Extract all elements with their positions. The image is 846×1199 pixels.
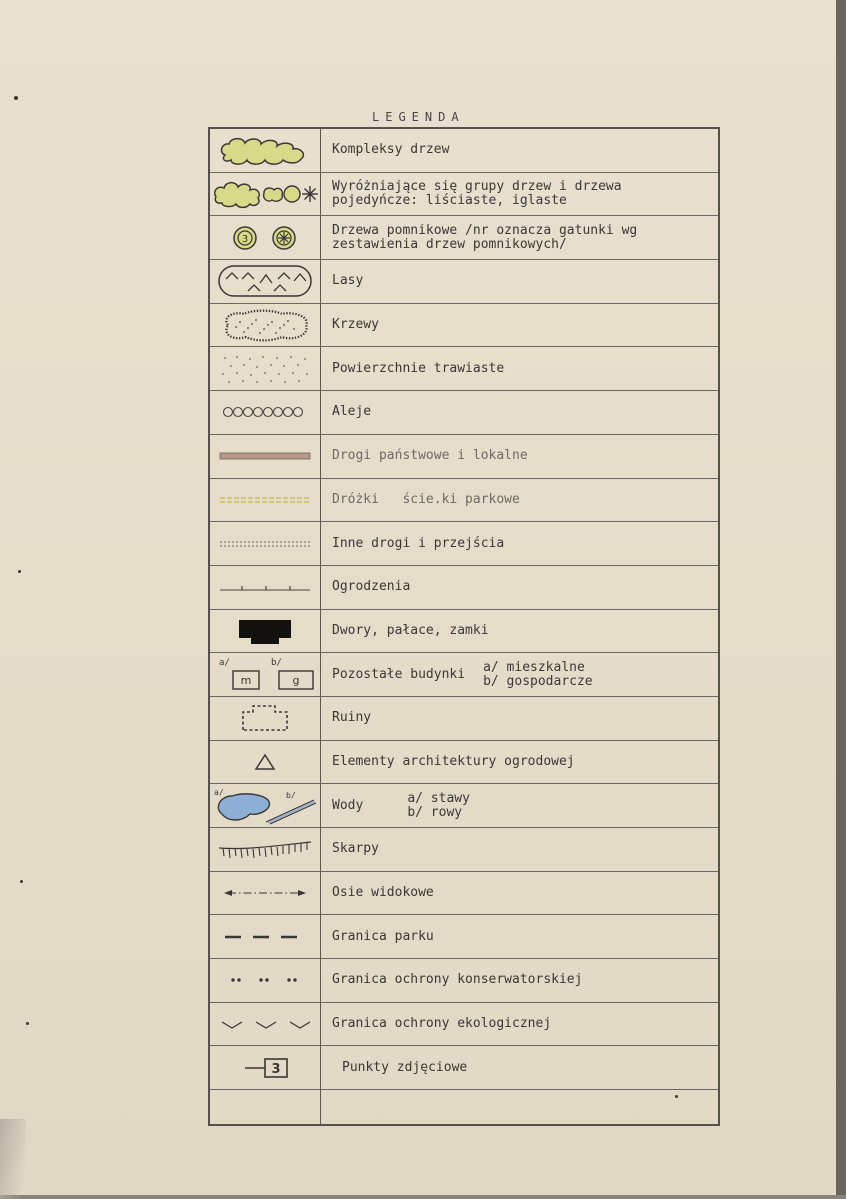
row-line: Drogi państwowe i lokalne bbox=[332, 448, 528, 464]
legend-row bbox=[210, 260, 718, 304]
speck bbox=[14, 96, 18, 100]
speck bbox=[18, 570, 21, 573]
legend-title: LEGENDA bbox=[372, 110, 465, 124]
escarpment-icon bbox=[210, 828, 320, 871]
grass-icon bbox=[210, 347, 320, 390]
row-line: Inne drogi i przejścia bbox=[332, 535, 505, 551]
mark-a: a/ bbox=[214, 787, 224, 797]
manor-icon bbox=[210, 610, 320, 653]
forest-icon bbox=[210, 260, 320, 303]
legend-row bbox=[210, 610, 718, 654]
monument-trees-icon bbox=[210, 216, 320, 259]
row-line: Punkty zdjęciowe bbox=[342, 1059, 468, 1075]
row-line: Drzewa pomnikowe /nr oznacza gatunki wg bbox=[332, 222, 638, 238]
row-line: Osie widokowe bbox=[332, 885, 434, 901]
row-line: Dwory, pałace, zamki bbox=[332, 622, 489, 638]
legend-row bbox=[210, 522, 718, 566]
legend-table bbox=[208, 127, 720, 1126]
page-edge bbox=[836, 0, 846, 1199]
legend-row bbox=[210, 304, 718, 348]
park-path-icon bbox=[210, 479, 320, 522]
buildings-icon bbox=[210, 653, 320, 696]
row-sub-line: b/ rowy bbox=[407, 804, 463, 820]
monument-number: 3 bbox=[241, 233, 249, 245]
row-label: Wody bbox=[332, 797, 364, 813]
ruins-icon bbox=[210, 697, 320, 740]
legend-row bbox=[210, 435, 718, 479]
water-icon bbox=[210, 784, 320, 827]
row-line: Granica ochrony ekologicznej bbox=[332, 1016, 552, 1032]
legend-row bbox=[210, 173, 718, 217]
row-line: Powierzchnie trawiaste bbox=[332, 360, 505, 376]
legend-row bbox=[210, 1003, 718, 1047]
avenue-icon bbox=[210, 391, 320, 434]
legend-row bbox=[210, 347, 718, 391]
row-line: Kompleksy drzew bbox=[332, 142, 450, 158]
mark-b: b/ bbox=[271, 657, 282, 668]
legend-row bbox=[210, 741, 718, 785]
garden-architecture-icon bbox=[210, 741, 320, 784]
view-axis-icon bbox=[210, 872, 320, 915]
box-label-g: g bbox=[292, 673, 300, 687]
row-line: zestawienia drzew pomnikowych/ bbox=[332, 236, 567, 252]
page-edge-bottom bbox=[0, 1195, 846, 1199]
legend-row bbox=[210, 566, 718, 610]
mark-a: a/ bbox=[219, 657, 230, 668]
speck bbox=[26, 1022, 29, 1025]
row-line: Dróżki ście.ki parkowe bbox=[332, 491, 520, 507]
legend-row bbox=[210, 653, 718, 697]
fence-icon bbox=[210, 566, 320, 609]
row-line: Aleje bbox=[332, 404, 372, 420]
legend-row bbox=[210, 479, 718, 523]
legend-row bbox=[210, 1046, 718, 1090]
row-line: Lasy bbox=[332, 273, 364, 289]
box-label-m: m bbox=[240, 673, 252, 687]
row-sub-line: b/ gospodarcze bbox=[483, 673, 593, 689]
row-line: Ogrodzenia bbox=[332, 579, 411, 595]
row-line: Elementy architektury ogrodowej bbox=[332, 753, 575, 769]
legend-row-empty bbox=[210, 1090, 718, 1134]
legend-row bbox=[210, 391, 718, 435]
legend-row bbox=[210, 784, 718, 828]
mark-b: b/ bbox=[286, 790, 296, 800]
row-line: Skarpy bbox=[332, 841, 379, 857]
other-path-icon bbox=[210, 522, 320, 565]
ecological-border-icon bbox=[210, 1003, 320, 1046]
shrubs-icon bbox=[210, 304, 320, 347]
legend-row bbox=[210, 959, 718, 1003]
row-label: Pozostałe budynki bbox=[332, 666, 466, 682]
page-corner-shadow bbox=[0, 1119, 26, 1199]
row-line: Ruiny bbox=[332, 710, 372, 726]
tree-groups-icon bbox=[210, 173, 320, 216]
tree-complex-icon bbox=[210, 129, 320, 172]
legend-row bbox=[210, 915, 718, 959]
row-sub-line: a/ mieszkalne bbox=[483, 659, 585, 675]
park-border-icon bbox=[210, 915, 320, 958]
road-icon bbox=[210, 435, 320, 478]
legend-row bbox=[210, 216, 718, 260]
row-line: Krzewy bbox=[332, 317, 379, 333]
photo-point-number: 3 bbox=[271, 1061, 281, 1077]
conservation-border-icon bbox=[210, 959, 320, 1002]
row-sub-line: a/ stawy bbox=[407, 790, 470, 806]
legend-row bbox=[210, 872, 718, 916]
legend-row bbox=[210, 129, 718, 173]
row-line: Wyróżniające się grupy drzew i drzewa bbox=[332, 179, 622, 195]
speck bbox=[20, 880, 23, 883]
legend-row bbox=[210, 697, 718, 741]
photo-point-icon bbox=[210, 1046, 320, 1089]
legend-row bbox=[210, 828, 718, 872]
row-line: Granica parku bbox=[332, 928, 434, 944]
row-line: Granica ochrony konserwatorskiej bbox=[332, 972, 583, 988]
row-line: pojedyńcze: liściaste, iglaste bbox=[332, 193, 567, 209]
